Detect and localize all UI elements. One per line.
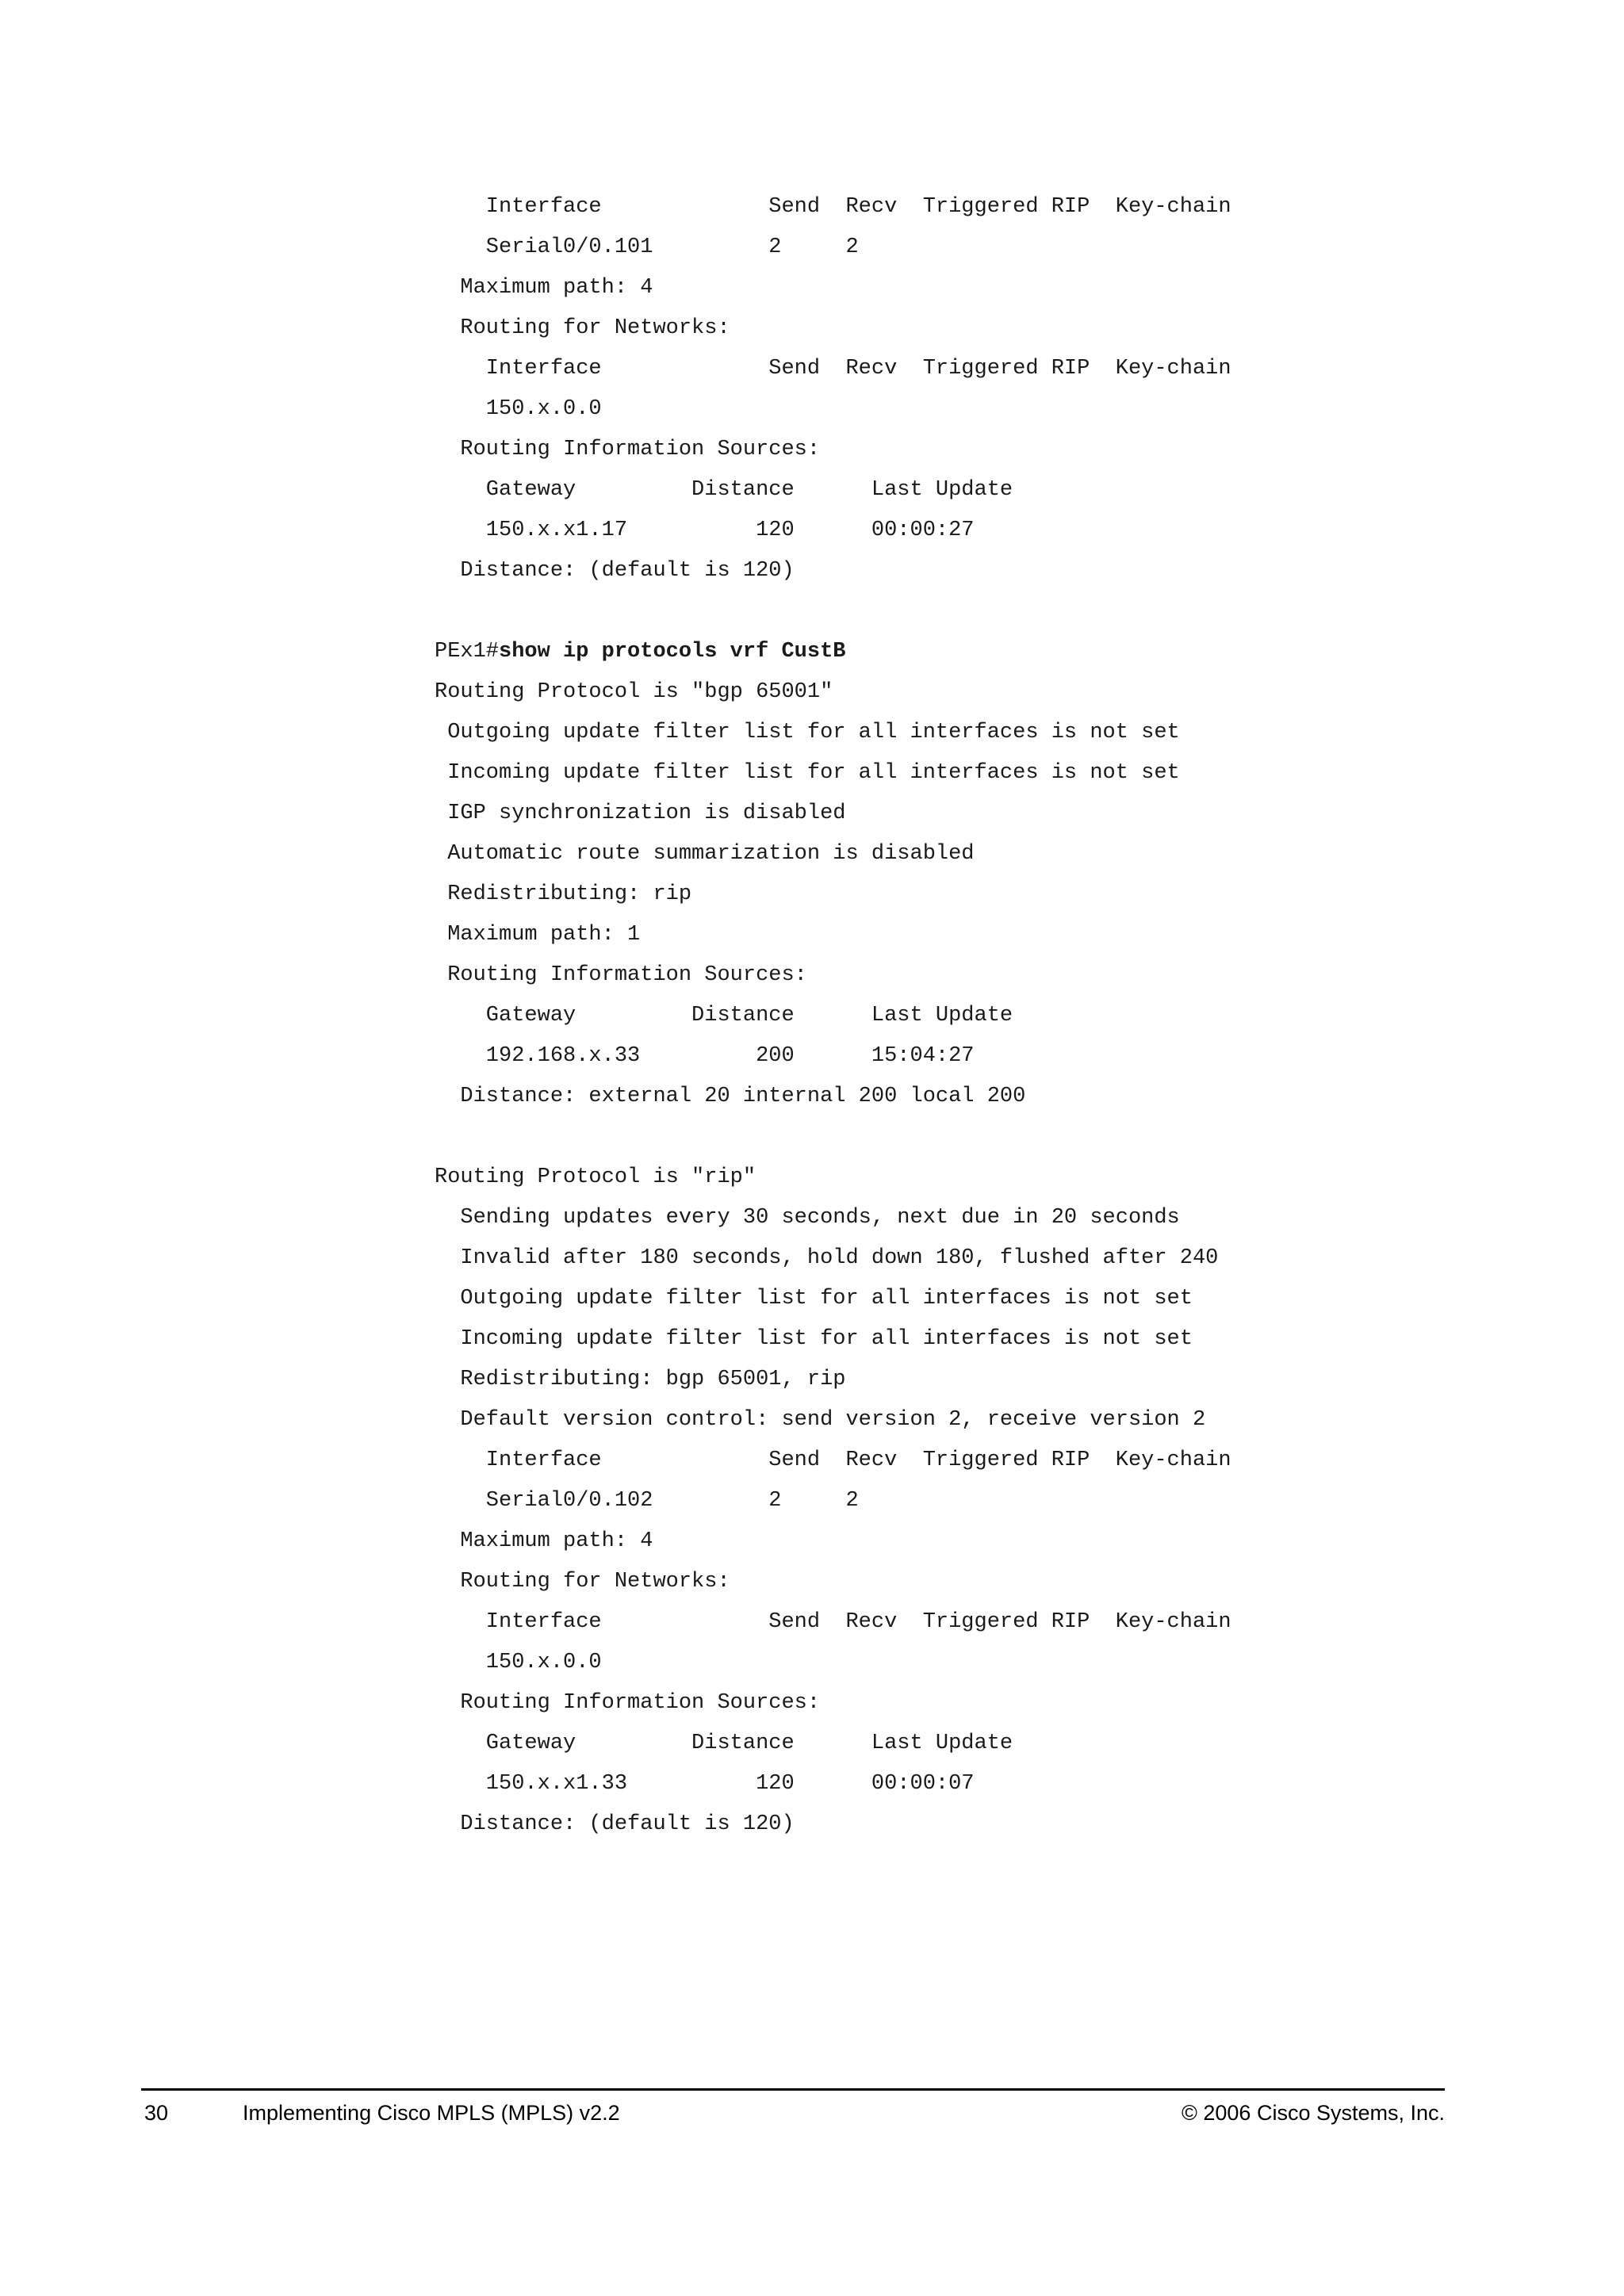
code-line: Gateway Distance Last Update [435, 1004, 1013, 1027]
code-line: Default version control: send version 2, receive version 2 [435, 1408, 1206, 1432]
code-line: Maximum path: 4 [435, 276, 653, 300]
code-line: 150.x.x1.17 120 00:00:27 [435, 519, 975, 542]
cli-output-block [435, 187, 1386, 1845]
footer-divider [141, 2088, 1445, 2091]
code-line: Outgoing update filter list for all interfaces is not set [435, 721, 1180, 744]
code-line: 192.168.x.33 200 15:04:27 [435, 1044, 975, 1068]
code-line: Outgoing update filter list for all interfaces is not set [435, 1287, 1193, 1311]
cli-prompt: PEx1# [435, 640, 500, 664]
cli-command: show ip protocols vrf CustB [499, 640, 846, 664]
code-line: Gateway Distance Last Update [435, 1732, 1013, 1755]
code-line: Routing Protocol is "bgp 65001" [435, 680, 833, 704]
code-line: Distance: (default is 120) [435, 559, 795, 583]
code-line [435, 632, 1386, 672]
code-line: Redistributing: rip [435, 882, 692, 906]
code-line: Incoming update filter list for all interfaces is not set [435, 1327, 1193, 1351]
code-line: Routing Information Sources: [435, 438, 821, 461]
code-line: Routing Protocol is "rip" [435, 1165, 756, 1189]
code-line: Maximum path: 4 [435, 1529, 653, 1553]
code-line: Interface Send Recv Triggered RIP Key-chain [435, 357, 1231, 381]
code-line: Routing for Networks: [435, 316, 730, 340]
code-line [435, 1117, 1386, 1158]
code-line: 150.x.x1.33 120 00:00:07 [435, 1772, 975, 1796]
code-line: Sending updates every 30 seconds, next due in 20 seconds [435, 1206, 1180, 1230]
code-line: Serial0/0.102 2 2 [435, 1489, 859, 1513]
code-line: IGP synchronization is disabled [435, 802, 846, 825]
code-line: 150.x.0.0 [435, 397, 602, 421]
code-line: Distance: external 20 internal 200 local 200 [435, 1085, 1026, 1108]
code-line: Redistributing: bgp 65001, rip [435, 1368, 846, 1391]
code-line: Routing Information Sources: [435, 963, 807, 987]
code-line [435, 591, 1386, 632]
code-line: Serial0/0.101 2 2 [435, 235, 859, 259]
code-line: Routing for Networks: [435, 1570, 730, 1594]
code-line: Incoming update filter list for all interfaces is not set [435, 761, 1180, 785]
code-line: Maximum path: 1 [435, 923, 641, 947]
footer-copyright: © 2006 Cisco Systems, Inc. [1181, 2101, 1445, 2125]
code-line: Interface Send Recv Triggered RIP Key-chain [435, 1448, 1231, 1472]
code-line: Distance: (default is 120) [435, 1812, 795, 1836]
code-line: Interface Send Recv Triggered RIP Key-chain [435, 1610, 1231, 1634]
footer-document-title: Implementing Cisco MPLS (MPLS) v2.2 [243, 2101, 620, 2125]
code-line: Routing Information Sources: [435, 1691, 821, 1715]
code-line: Automatic route summarization is disabled [435, 842, 975, 866]
code-line: 150.x.0.0 [435, 1651, 602, 1674]
code-line: Gateway Distance Last Update [435, 478, 1013, 502]
footer-page-number: 30 [144, 2101, 169, 2125]
code-line: Invalid after 180 seconds, hold down 180, flushed after 240 [435, 1246, 1219, 1270]
code-line: Interface Send Recv Triggered RIP Key-chain [435, 195, 1231, 219]
